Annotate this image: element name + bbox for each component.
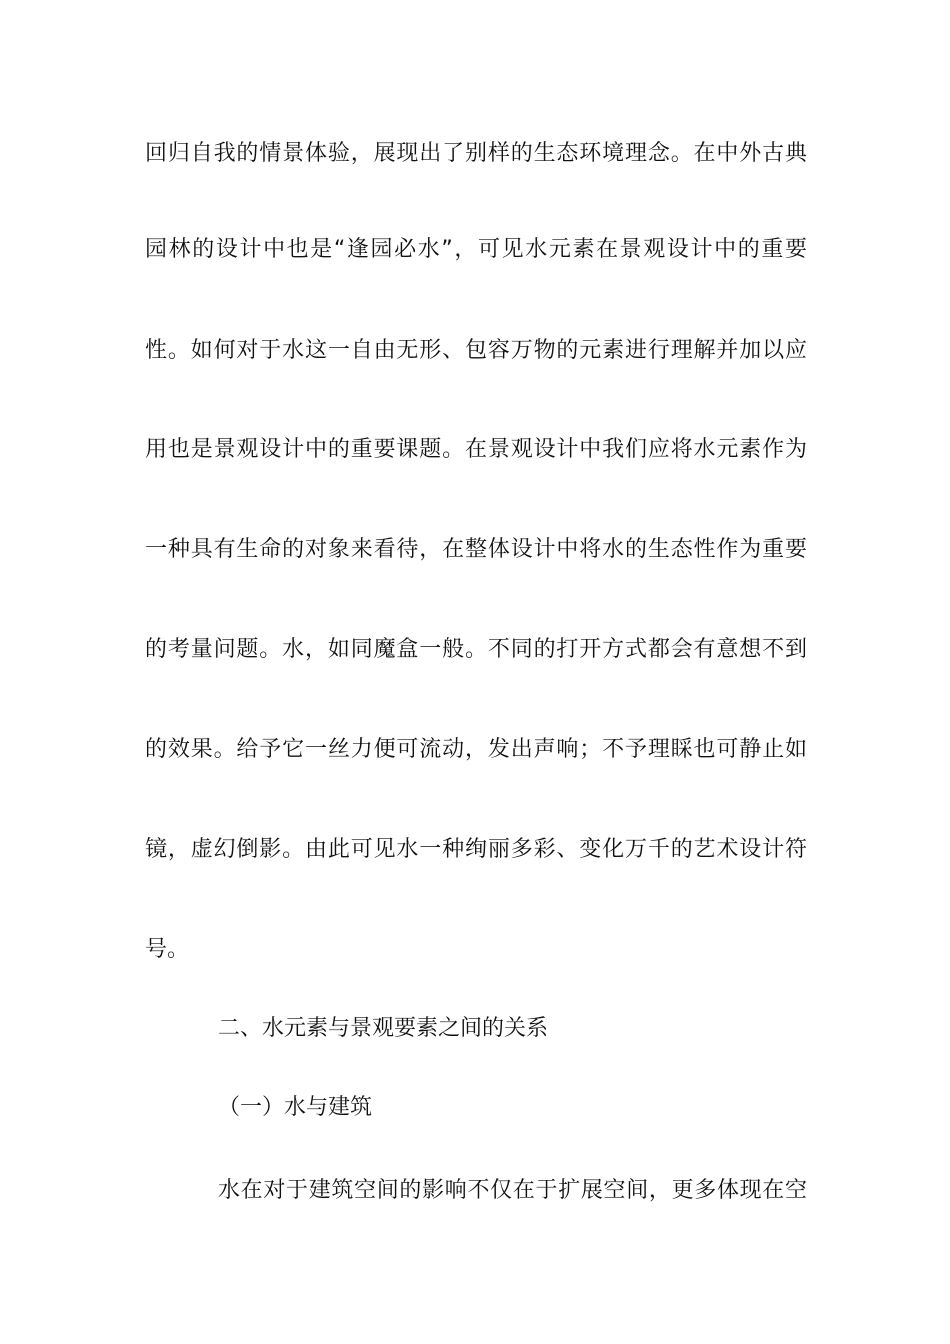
paragraph-line: 回归自我的情景体验，展现出了别样的生态环境理念。在中外古典 [145, 141, 807, 166]
paragraph-line: 性。如何对于水这一自由无形、包容万物的元素进行理解并加以应 [145, 338, 807, 363]
paragraph-line: 用也是景观设计中的重要课题。在景观设计中我们应将水元素作为 [145, 437, 807, 462]
paragraph-line: 园林的设计中也是“逢园必水”，可见水元素在景观设计中的重要 [145, 237, 807, 262]
paragraph-line: 号。 [145, 937, 190, 962]
paragraph-line: 的效果。给予它一丝力便可流动，发出声响；不予理睬也可静止如 [145, 737, 807, 762]
subsection-heading: （一）水与建筑 [218, 1095, 373, 1120]
paragraph-line: 的考量问题。水，如同魔盒一般。不同的打开方式都会有意想不到 [145, 637, 807, 662]
paragraph-line: 水在对于建筑空间的影响不仅在于扩展空间，更多体现在空 [218, 1178, 807, 1203]
section-heading: 二、水元素与景观要素之间的关系 [218, 1016, 549, 1041]
paragraph-line: 一种具有生命的对象来看待，在整体设计中将水的生态性作为重要 [145, 537, 807, 562]
paragraph-line: 镜，虚幻倒影。由此可见水一种绚丽多彩、变化万千的艺术设计符 [145, 837, 807, 862]
